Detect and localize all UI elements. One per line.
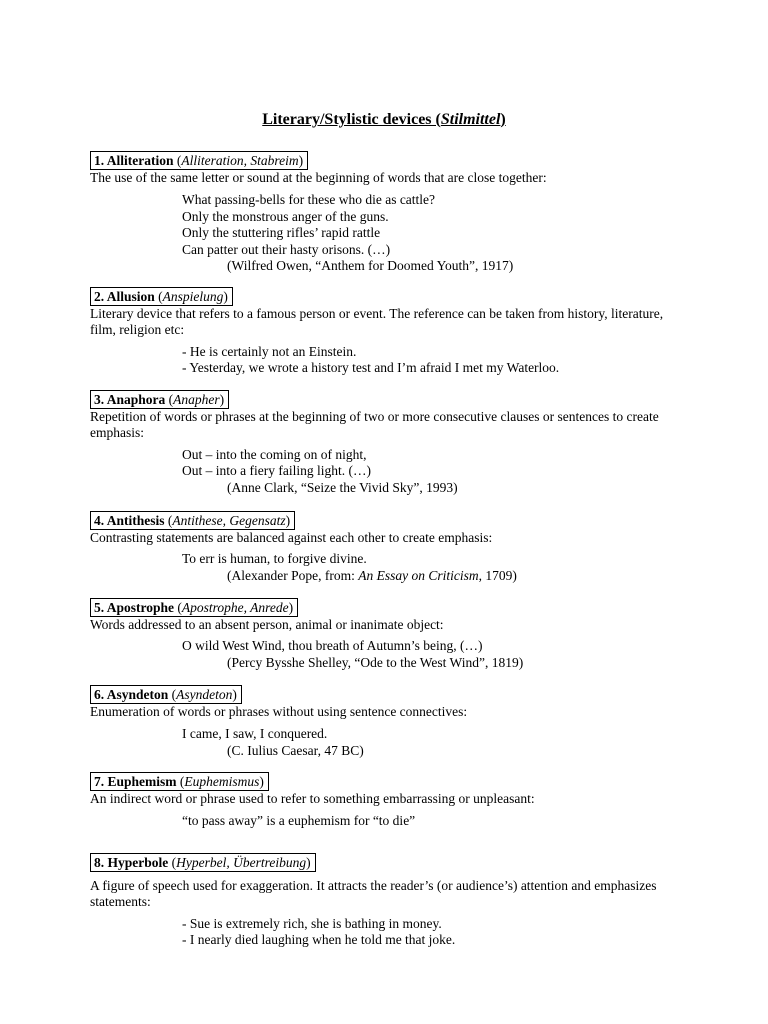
example-line: I came, I saw, I conquered. [182, 726, 328, 742]
example-line: Out – into the coming on of night, [182, 446, 367, 462]
example-line: Out – into a fiery failing light. (…) [182, 463, 371, 479]
section-heading: 4. Antithesis (Antithese, Gegensatz) [90, 511, 295, 530]
section-heading: 8. Hyperbole (Hyperbel, Übertreibung) [90, 853, 316, 872]
example-block [182, 551, 690, 584]
example-line: Only the monstrous anger of the guns. [182, 208, 389, 224]
example-block [182, 916, 690, 949]
example-block [182, 813, 690, 829]
example-source: (C. Iulius Caesar, 47 BC) [227, 742, 364, 758]
section-hyperbole [90, 853, 690, 949]
example-source: (Percy Bysshe Shelley, “Ode to the West Wind”, 1819) [227, 654, 524, 670]
section-allusion [90, 287, 690, 377]
example-line: - I nearly died laughing when he told me that joke. [182, 932, 456, 948]
example-block [182, 447, 690, 496]
example-line: “to pass away” is a euphemism for “to die” [182, 813, 416, 829]
example-block [182, 638, 690, 671]
example-line: To err is human, to forgive divine. [182, 551, 367, 567]
title-close: ) [500, 111, 506, 128]
example-source: (Wilfred Owen, “Anthem for Doomed Youth”, 1917) [227, 258, 514, 274]
section-definition: Enumeration of words or phrases without using sentence connectives: [90, 704, 468, 719]
example-block [182, 726, 690, 759]
section-apostrophe [90, 598, 690, 671]
example-source: (Alexander Pope, from: An Essay on Criticism, 1709) [227, 567, 517, 583]
section-antithesis [90, 511, 690, 584]
section-definition: Words addressed to an absent person, animal or inanimate object: [90, 617, 444, 632]
section-asyndeton [90, 685, 690, 759]
section-heading: 3. Anaphora (Anapher) [90, 390, 229, 409]
section-definition: Repetition of words or phrases at the beginning of two or more consecutive clauses or sentences to create emphasis: [90, 409, 659, 441]
section-heading: 6. Asyndeton (Asyndeton) [90, 685, 242, 704]
example-line: O wild West Wind, thou breath of Autumn’s being, (…) [182, 638, 483, 654]
section-heading: 5. Apostrophe (Apostrophe, Anrede) [90, 598, 298, 617]
example-source: (Anne Clark, “Seize the Vivid Sky”, 1993) [227, 479, 458, 495]
page-title [0, 110, 768, 130]
example-line: Can patter out their hasty orisons. (…) [182, 241, 391, 257]
example-block [182, 344, 690, 377]
example-line: - Yesterday, we wrote a history test and I’m afraid I met my Waterloo. [182, 360, 560, 376]
section-definition: Literary device that refers to a famous person or event. The reference can be taken from history, literature, film, religion etc: [90, 306, 664, 338]
section-definition: A figure of speech used for exaggeration. It attracts the reader’s (or audience’s) attention and emphasizes statements: [90, 878, 657, 910]
section-euphemism [90, 772, 690, 830]
section-alliteration [90, 151, 690, 274]
example-block [182, 192, 690, 274]
title-german: Stilmittel [440, 111, 501, 128]
title-main: Literary/Stylistic devices ( [262, 111, 441, 128]
example-line: What passing-bells for these who die as cattle? [182, 192, 436, 208]
section-definition: An indirect word or phrase used to refer to something embarrassing or unpleasant: [90, 791, 535, 806]
section-heading: 7. Euphemism (Euphemismus) [90, 772, 269, 791]
section-heading: 2. Allusion (Anspielung) [90, 287, 233, 306]
section-definition: The use of the same letter or sound at the beginning of words that are close together: [90, 170, 547, 185]
example-line: - Sue is extremely rich, she is bathing in money. [182, 915, 442, 931]
section-definition: Contrasting statements are balanced against each other to create emphasis: [90, 530, 493, 545]
example-line: - He is certainly not an Einstein. [182, 343, 357, 359]
example-line: Only the stuttering rifles’ rapid rattle [182, 225, 381, 241]
section-heading: 1. Alliteration (Alliteration, Stabreim) [90, 151, 308, 170]
section-anaphora [90, 390, 690, 496]
